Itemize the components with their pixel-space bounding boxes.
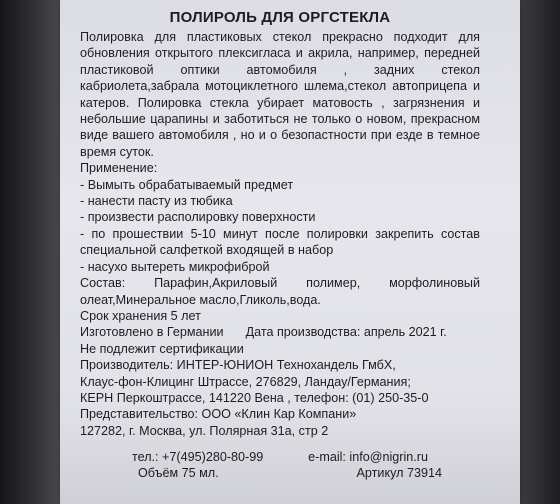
usage-heading: Применение:: [80, 161, 158, 176]
usage-step: - Вымыть обрабатываемый предмет: [80, 177, 294, 192]
description: Полировка для пластиковых стекол прекрасно подходит для обновления открытого плексигласа и акрила, например, передней пластиковой оптики автомобиля , задних стекол кабриолета,забрала мотоциклетного шлема,стекол автоприцепа и катеров. Полировка стекла убирает матовость , загрязнения и небольшие царапины и заботиться не только о новом, прекрасном виде вашего автомобиля , но и о безопастности при езде в темное время суток.: [80, 30, 480, 159]
made-in: Изготовлено в Германии: [80, 325, 224, 340]
shelf-life: Срок хранения 5 лет: [80, 308, 201, 323]
phone: тел.: +7(495)280-80-99: [132, 450, 264, 464]
usage-step: - нанести пасту из тюбика: [80, 194, 233, 209]
manufacturer-address: Клаус-фон-Клицинг Штрассе, 276829, Ландау/Германия;: [80, 374, 411, 389]
usage-step: - насухо вытереть микрофиброй: [80, 259, 270, 274]
manufacturer: Производитель: ИНТЕР-ЮНИОН Технохандель ГмбХ,: [80, 358, 396, 373]
production-date: Дата производства: апрель 2021 г.: [245, 325, 447, 340]
volume: Объём 75 мл.: [138, 466, 219, 480]
label-text: [80, 8, 480, 439]
label-title: ПОЛИРОЛЬ ДЛЯ ОРГСТЕКЛА: [169, 9, 391, 26]
article-number: Артикул 73914: [356, 466, 442, 480]
contacts: [80, 449, 480, 481]
composition: Состав: Парафин,Акриловый полимер, морфолиновый олеат,Минеральное масло,Гликоль,вода.: [80, 276, 480, 307]
certification: Не подлежит сертификации: [80, 341, 244, 356]
representative: Представительство: ООО «Клин Кар Компани»: [80, 407, 357, 422]
usage-step: - произвести располировку поверхности: [80, 210, 316, 225]
email: e-mail: info@nigrin.ru: [308, 450, 428, 464]
kern-address: КЕРН Перкоштрассе, 141220 Вена , телефон: (01) 250-35-0: [80, 390, 429, 405]
representative-address: 127282, г. Москва, ул. Полярная 31а, стр 2: [80, 423, 329, 438]
origin-date-row: [80, 324, 480, 340]
package-left-edge: [0, 0, 60, 504]
package-right-edge: [520, 0, 560, 504]
usage-step: - по прошествии 5-10 минут после полировки закрепить состав специальной салфеткой входящей в набор: [80, 226, 480, 258]
